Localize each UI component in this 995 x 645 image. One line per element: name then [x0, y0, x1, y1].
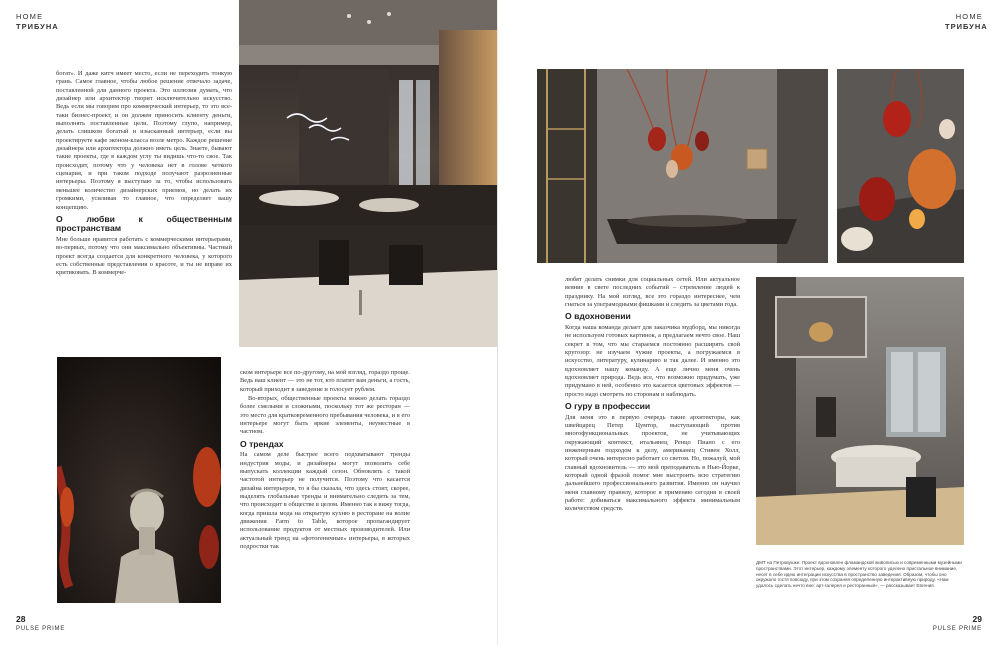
- col1-paragraph-1: богат». И даже китч имеет место, если не переходить тонкую грань. Самое главное, чтобы любое решение отвечало задаче, поставленной для данного проекта. Это иллюзия думать, что дизайнер или архитектор творит исключительно искусство. Ведь если мы говорим про коммерческий интерьер, то это все-таки бизнес-проект, и он должен приносить клиенту деньги, выполнять поставленные цели. Поэтому глупо, например, делать слишком богатый и изысканный интерьер, если вы проектируете кафе эконом-класса возле метро. Каждое решение дизайнера или архитектора должно иметь цель. Знаете, бывают такие проекты, где в каждом углу ты видишь что-то свое. Так происходит, потому что у человека нет в голове четкого сценария, и при таком подходе получают разрозненные интерьеры. Поэтому я выступаю за то, чтобы использовать меньшее количество дизайнерских приемов, но делать их громкими, усиливая то главное, что определяет вашу концепцию.: [56, 70, 232, 211]
- text-column-2: [240, 369, 410, 609]
- left-page-number: 28: [16, 614, 26, 624]
- heading-trends: О трендах: [240, 438, 284, 449]
- text-column-3: [565, 276, 740, 608]
- heading-inspiration: О вдохновении: [565, 311, 631, 322]
- glass-closeup-photo: [837, 69, 964, 263]
- heading-public-spaces: О любви к общественным пространствам: [56, 213, 232, 234]
- left-page-header: [16, 12, 59, 32]
- col3-paragraph-3: Для меня это в первую очередь такие архитекторы, как швейцарец Петер Цумтор, выступающий против многофункциональных проектов, не учитывающих окружающий контекст, итальянец Ренцо Пиано с его инженерным подходом к делу, американец Стивен Холл, который очень интересно работает со светом. Но, пожалуй, мой главный вдохновитель — это мой преподаватель в Нью-Йорке, который одной фразой помог мне выстроить всю стратегию дальнейшего профессионального развития. Именно он научил меня главному правилу, которое я применяю сегодня в своей работе: добиваться максимального эффекта минимальным количеством средств.: [565, 413, 740, 513]
- right-page-brand: PULSE PRIME: [932, 626, 982, 632]
- right-page-number: 29: [972, 614, 982, 624]
- photo-caption: ДМТ на Петровушке. Проект вдохновлен фламандской живописью и современными музейными пространствами. Этот интерьер, каждому элементу которого уделено пристальное внимание, несет в себе идею интеграции искусства в пространство заведения. Образом, чтобы оно окружало гостя повсюду, при этом сохраняя определенную интерактивную природу. «Нам удалось сделать нечто вне: арт-галерея и ресторанный», — рассказывает Евгения.: [756, 560, 962, 589]
- dining-room-photo: [756, 277, 964, 545]
- left-page-brand: PULSE PRIME: [16, 626, 66, 632]
- col2-paragraph-2: Во-вторых, общественные проекты можно делать гораздо более смелыми и сложными, поскольку тот же ресторан — это место для кратковременного пребывания человека, и в его интерьере могут быть яркие элементы, неуместные в частном.: [240, 395, 410, 436]
- right-page-header: [945, 12, 988, 32]
- heading-gurus: О гуру в профессии: [565, 401, 651, 412]
- col2-paragraph-1: ском интерьере все по-другому, на мой взгляд, гораздо проще. Ведь ваш клиент — это не тот, кто платит вам деньги, а гость, который приходит в заведение и голосует рублем.: [240, 369, 410, 393]
- glass-chandelier-photo: [537, 69, 828, 263]
- col2-paragraph-3: На самом деле быстрее всего подхватывают тренды индустрия моды, и дизайнеры могут позволить себе выпускать коллекции каждый сезон. Обновлять с такой частотой интерьер не получится. Поэтому что касается дизайна интерьеров, то я бы сказала, что здесь стоит, скорее, выделять глобальные тренды и внимательно следить за тем, что происходит в обществе в целом. Именно так я вижу тогда, когда пришла мода на открытую кухню в ресторане на волне движения Farm to Table, которое пропагандирует использование продуктов от местных производителей. Или актуальный тренд на «фотогеничные» интерьеры, в которых подростки так: [240, 451, 410, 551]
- right-header-section: HOME: [955, 12, 983, 21]
- col1-paragraph-2: Мне больше нравится работать с коммерческими интерьерами, во-первых, потому что они максимально объективны. Частный проект всегда создается для конкретного человека, у которого есть собственные представления о красоте, и ты не вправе их критиковать. В коммерче-: [56, 236, 232, 277]
- right-header-sub: ТРИБУНА: [945, 22, 988, 31]
- col3-paragraph-1: любят делать снимки для социальных сетей. Или актуальное веяние в свете последних событий – стремление людей к празднику. На мой взгляд, все это гораздо интереснее, чем гнаться за ультрамодными фишками и следить за цветами года.: [565, 276, 740, 309]
- text-column-1: [56, 70, 232, 346]
- left-header-sub: ТРИБУНА: [16, 22, 59, 31]
- spread-gutter: [497, 0, 498, 645]
- col3-paragraph-2: Когда наша команда делает для заказчика мудборд, мы никогда не используем готовых картинок, а предлагаем нечто свое. Наш секрет в том, что мы стараемся постоянно расширять свой кругозор: не изучаем чужие проекты, а погружаемся в искусство, литературу, кулинарию и так далее. И именно это вдохновляет нашу команду. А еще лично меня очень вдохновляет природа. Ведь все, что возможно придумать, уже придумано в ней, особенно это касается цветовых эффектов — просто надо смотреть по сторонам и наблюдать.: [565, 323, 740, 398]
- restaurant-neon-photo: [239, 0, 497, 347]
- bust-sculpture-photo: [57, 357, 221, 603]
- left-header-section: HOME: [16, 12, 44, 21]
